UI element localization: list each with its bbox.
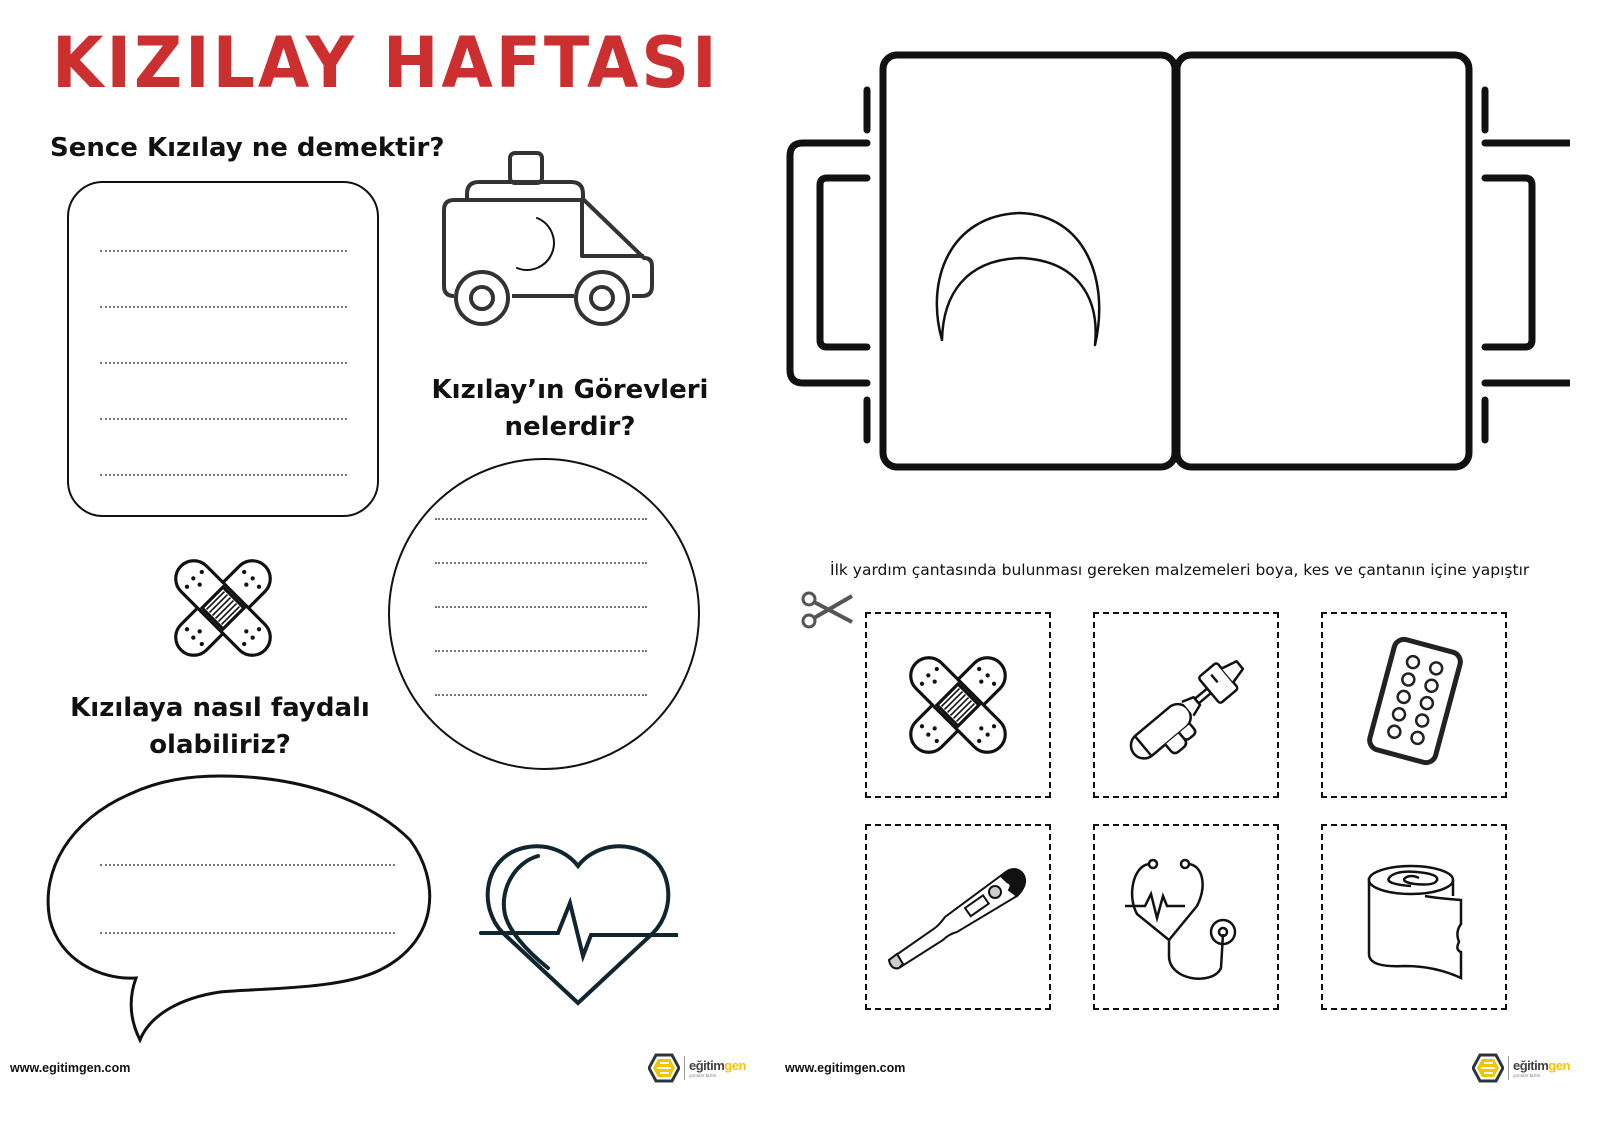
cut-card-otoscope[interactable] [1093, 612, 1279, 798]
speech-bubble [40, 770, 440, 1050]
question-help-line2: olabiliriz? [149, 730, 291, 760]
cut-card-gauze-roll[interactable] [1321, 824, 1507, 1010]
writing-line[interactable] [435, 562, 647, 564]
cut-card-bandage[interactable] [865, 612, 1051, 798]
cut-card-thermometer[interactable] [865, 824, 1051, 1010]
question-duties-line2: nelerdir? [504, 412, 636, 442]
answer-box-meaning [67, 181, 379, 517]
cut-card-pills[interactable] [1321, 612, 1507, 798]
question-what-is-kizilay: Sence Kızılay ne demektir? [50, 133, 445, 163]
question-help [55, 690, 385, 764]
gauze-roll-icon [1365, 862, 1477, 980]
bandage-icon [170, 555, 276, 661]
writing-line[interactable] [435, 518, 647, 520]
scissors-icon [800, 590, 854, 630]
question-duties-line1: Kızılay’ın Görevleri [431, 375, 709, 405]
answer-circle-duties [388, 458, 700, 770]
writing-line[interactable] [100, 864, 395, 866]
footer-url[interactable]: www.egitimgen.com [10, 1061, 131, 1075]
hexagon-logo-icon [1472, 1053, 1504, 1083]
logo-wordmark: eğitimgen [689, 1058, 746, 1073]
logo-tagline: yarınlar bizim [1513, 1073, 1541, 1078]
logo-wordmark: eğitimgen [1513, 1058, 1570, 1073]
writing-line[interactable] [435, 694, 647, 696]
writing-line[interactable] [100, 306, 347, 308]
writing-line[interactable] [100, 474, 347, 476]
logo-tagline: yarınlar bizim [689, 1073, 717, 1078]
writing-line[interactable] [100, 250, 347, 252]
heartbeat-icon [478, 838, 678, 1013]
writing-line[interactable] [100, 418, 347, 420]
writing-line[interactable] [435, 650, 647, 652]
pill-blister-icon [1363, 636, 1467, 766]
hexagon-logo-icon [648, 1053, 680, 1083]
stethoscope-icon [1123, 856, 1263, 986]
instruction-text: İlk yardım çantasında bulunması gereken malzemeleri boya, kes ve çantanın içine yapıştır [830, 561, 1530, 579]
egitimgen-logo [1472, 1053, 1570, 1083]
ambulance-icon [440, 150, 656, 330]
writing-line[interactable] [100, 932, 395, 934]
bandage-icon [905, 652, 1011, 758]
question-help-line1: Kızılaya nasıl faydalı [70, 693, 370, 723]
first-aid-kit-illustration [785, 50, 1570, 475]
page-title: KIZILAY HAFTASI [52, 22, 720, 104]
otoscope-icon [1117, 648, 1257, 768]
thermometer-icon [885, 862, 1035, 972]
writing-line[interactable] [435, 606, 647, 608]
cut-card-stethoscope[interactable] [1093, 824, 1279, 1010]
question-duties [430, 372, 710, 446]
writing-line[interactable] [100, 362, 347, 364]
footer-url[interactable]: www.egitimgen.com [785, 1061, 906, 1075]
egitimgen-logo [648, 1053, 746, 1083]
